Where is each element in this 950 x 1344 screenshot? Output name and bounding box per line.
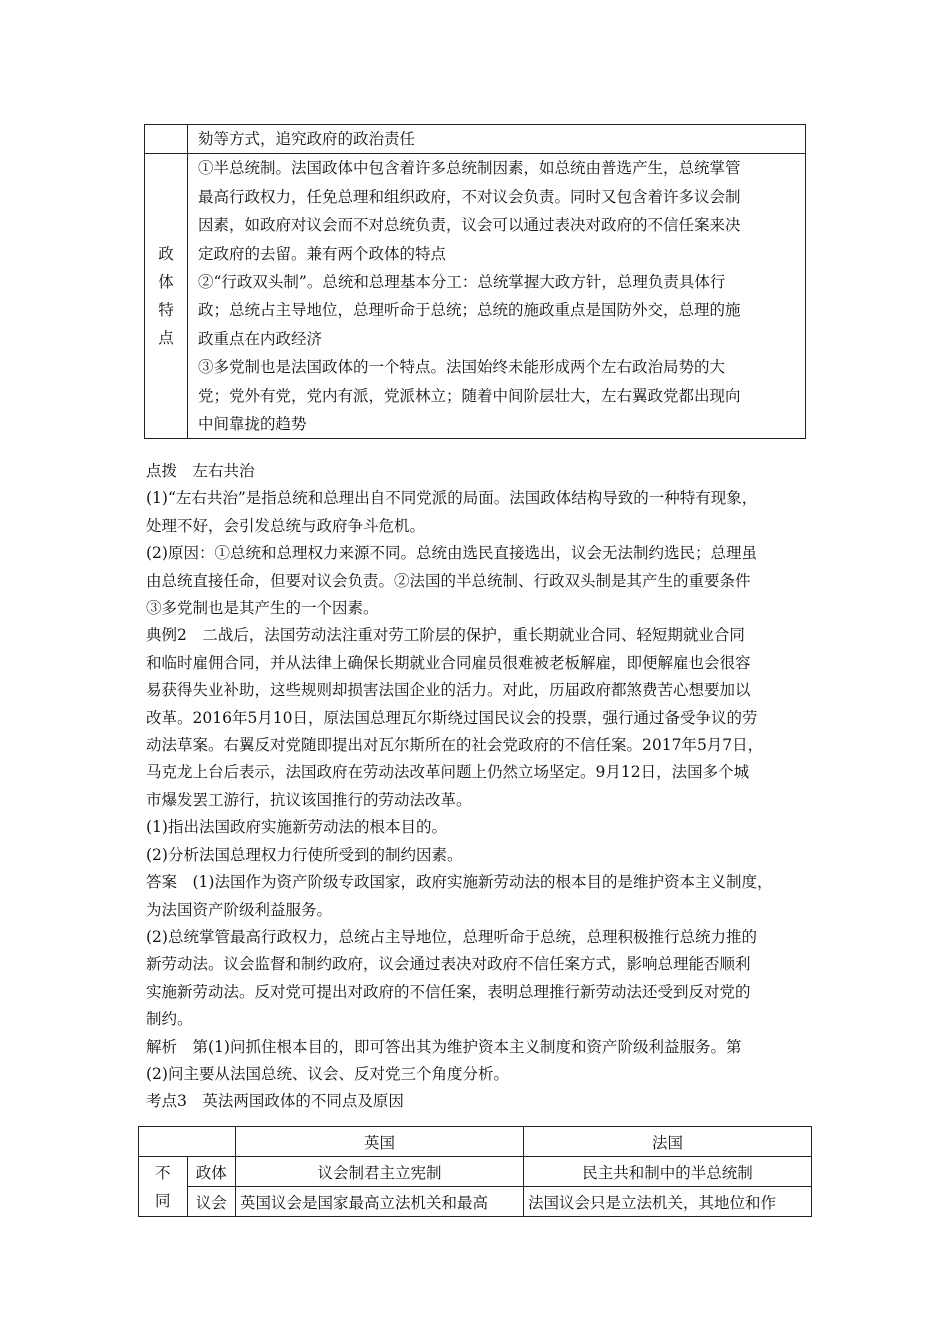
table-row xyxy=(145,125,806,154)
table-cell: 民主共和制中的半总统制 xyxy=(524,1157,812,1187)
empty-header-cell xyxy=(139,1127,236,1157)
paragraph-line: ③多党制也是其产生的一个因素。 xyxy=(146,599,379,618)
text-line: 政重点在内政经济 xyxy=(198,329,323,348)
paragraph-line: 市爆发罢工游行，抗议该国推行的劳动法改革。 xyxy=(146,790,472,809)
text-line: 党；党外有党，党内有派，党派林立；随着中间阶层壮大，左右翼政党都出现向 xyxy=(198,386,741,405)
table-cell: 议会制君主立宪制 xyxy=(236,1157,524,1187)
table-row xyxy=(145,154,806,439)
text-line: 定政府的去留。兼有两个政体的特点 xyxy=(198,244,447,263)
paragraph-line: 马克龙上台后表示，法国政府在劳动法改革问题上仍然立场坚定。9月12日，法国多个城 xyxy=(146,763,750,782)
table-cell: 英国议会是国家最高立法机关和最高 xyxy=(236,1187,524,1217)
empty-label-cell xyxy=(145,125,188,154)
table-cell: 劾等方式，追究政府的政治责任 xyxy=(188,125,806,154)
text-line: 因素，如政府对议会而不对总统负责，议会可以通过表决对政府的不信任案来决 xyxy=(198,216,741,235)
main-text xyxy=(146,458,810,1116)
polity-features-label xyxy=(145,154,188,439)
text-line: ②“行政双头制”。总统和总理基本分工：总统掌握大政方针，总理负责具体行 xyxy=(198,273,726,292)
table-row xyxy=(139,1187,812,1217)
example-heading-line: 典例2 二战后，法国劳动法注重对劳工阶层的保护，重长期就业合同、轻短期就业合同 xyxy=(146,626,745,645)
text-line: 最高行政权力，任免总理和组织政府，不对议会负责。同时又包含着许多议会制 xyxy=(198,187,741,206)
table-header-row xyxy=(139,1127,812,1157)
answer-line: 制约。 xyxy=(146,1010,193,1029)
polity-features-content xyxy=(188,154,806,439)
paragraph-line: (1)“左右共治”是指总统和总理出自不同党派的局面。法国政体结构导致的一种特有现象， xyxy=(146,489,758,508)
label-char: 点 xyxy=(158,329,174,348)
analysis-line: 解析 第(1)问抓住根本目的，即可答出其为维护资本主义制度和资产阶级利益服务。第 xyxy=(146,1037,742,1056)
text-line: ①半总统制。法国政体中包含着许多总统制因素，如总统由普选产生，总统掌管 xyxy=(198,159,741,178)
row-label: 议会 xyxy=(187,1187,236,1217)
question-line: (2)分析法国总理权力行使所受到的制约因素。 xyxy=(146,845,463,864)
answer-line: 新劳动法。议会监督和制约政府，议会通过表决对政府不信任案方式，影响总理能否顺利 xyxy=(146,955,751,974)
row-label: 政体 xyxy=(187,1157,236,1187)
header-france: 法国 xyxy=(524,1127,812,1157)
paragraph-line: 由总统直接任命，但要对议会负责。②法国的半总统制、行政双头制是其产生的重要条件 xyxy=(146,571,751,590)
text-line: 中间靠拢的趋势 xyxy=(198,415,307,434)
paragraph-line: 和临时雇佣合同，并从法律上确保长期就业合同雇员很难被老板解雇，即便解雇也会很容 xyxy=(146,653,751,672)
french-polity-table xyxy=(144,124,806,439)
uk-france-comparison-table xyxy=(138,1126,812,1217)
answer-line: 为法国资产阶级利益服务。 xyxy=(146,900,333,919)
analysis-line: (2)问主要从法国总统、议会、反对党三个角度分析。 xyxy=(146,1064,509,1083)
label-char: 体 xyxy=(158,273,174,292)
paragraph-line: 易获得失业补助，这些规则却损害法国企业的活力。对此，历届政府都煞费苦心想要加以 xyxy=(146,681,751,700)
label-char: 不 xyxy=(154,1163,171,1182)
label-char: 特 xyxy=(158,301,174,320)
section-heading: 点拨 左右共治 xyxy=(146,462,255,480)
label-char: 同 xyxy=(154,1191,171,1210)
text-line: ③多党制也是法国政体的一个特点。法国始终未能形成两个左右政治局势的大 xyxy=(198,358,726,377)
label-char: 政 xyxy=(158,245,174,264)
header-uk: 英国 xyxy=(236,1127,524,1157)
section-heading: 考点3 英法两国政体的不同点及原因 xyxy=(146,1092,404,1111)
difference-label xyxy=(139,1157,188,1217)
answer-line: 实施新劳动法。反对党可提出对政府的不信任案，表明总理推行新劳动法还受到反对党的 xyxy=(146,982,751,1001)
answer-line: (2)总统掌管最高行政权力，总统占主导地位，总理听命于总统，总理积极推行总统力推的 xyxy=(146,927,757,946)
question-line: (1)指出法国政府实施新劳动法的根本目的。 xyxy=(146,818,447,837)
paragraph-line: (2)原因：①总统和总理权力来源不同。总统由选民直接选出，议会无法制约选民；总理虽 xyxy=(146,544,757,563)
table-cell: 法国议会只是立法机关，其地位和作 xyxy=(524,1187,812,1217)
paragraph-line: 改革。2016年5月10日，原法国总理瓦尔斯绕过国民议会的投票，强行通过备受争议的劳 xyxy=(146,708,758,727)
answer-line: 答案 (1)法国作为资产阶级专政国家，政府实施新劳动法的根本目的是维护资本主义制度， xyxy=(146,873,773,892)
paragraph-line: 处理不好，会引发总统与政府争斗危机。 xyxy=(146,516,426,535)
text-line: 政；总统占主导地位，总理听命于总统；总统的施政重点是国防外交，总理的施 xyxy=(198,301,741,320)
table-row xyxy=(139,1157,812,1187)
paragraph-line: 动法草案。右翼反对党随即提出对瓦尔斯所在的社会党政府的不信任案。2017年5月7日， xyxy=(146,736,764,755)
